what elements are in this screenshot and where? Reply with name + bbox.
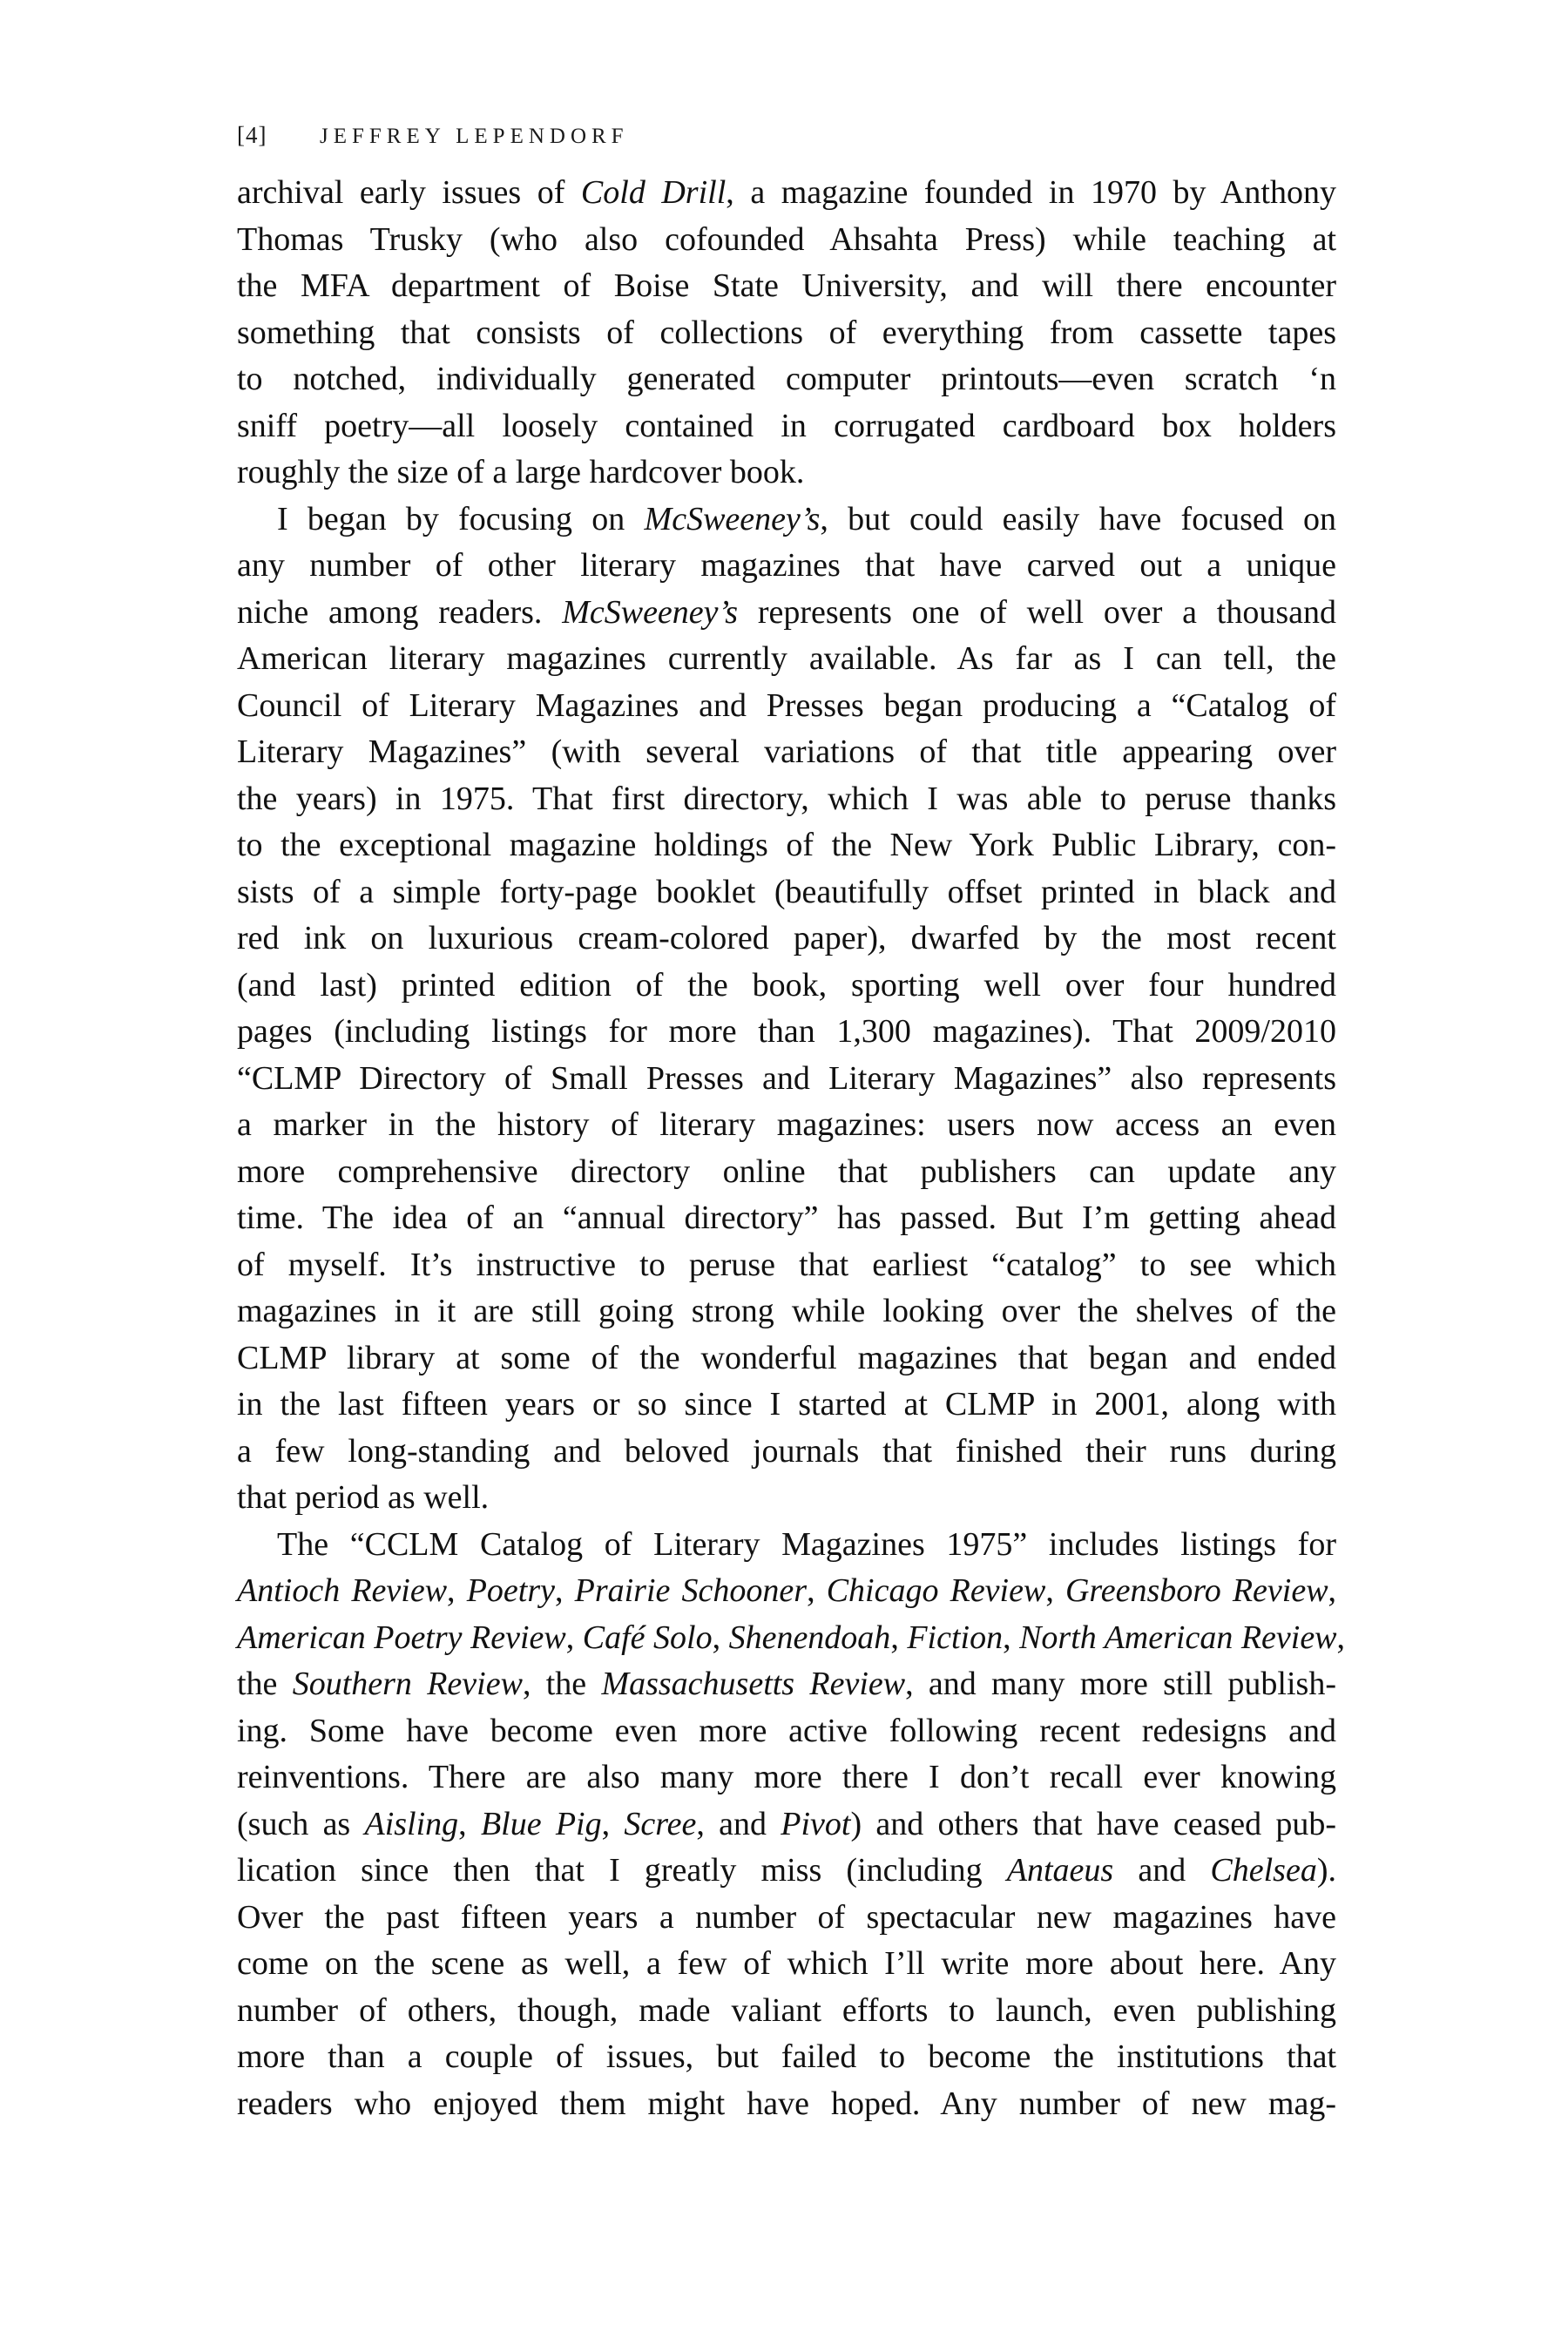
text-run: more than a couple of issues, but failed to become the institutions that bbox=[237, 2038, 1336, 2075]
text-line bbox=[237, 2081, 1336, 2128]
text-run: sniff poetry—all loosely contained in corrugated cardboard box holders bbox=[237, 407, 1336, 444]
text-line bbox=[237, 1895, 1336, 1942]
text-run: to notched, individually generated computer printouts—even scratch ‘n bbox=[237, 361, 1336, 397]
text-run: “CLMP Directory of Small Presses and Literary Magazines” also represents bbox=[237, 1059, 1336, 1097]
text-run: , and bbox=[696, 1805, 781, 1842]
italic-title: Antaeus bbox=[1006, 1852, 1114, 1889]
text-run: that period as well. bbox=[237, 1479, 490, 1516]
text-run: any number of other literary magazines that have carved out a unique bbox=[237, 547, 1336, 584]
text-run: , bbox=[1328, 1572, 1337, 1609]
italic-title: Shenendoah bbox=[728, 1619, 891, 1656]
text-run: a marker in the history of literary magazines: users now access an even bbox=[237, 1106, 1336, 1143]
text-run: , bbox=[458, 1805, 481, 1842]
text-run: number of others, though, made valiant efforts to launch, even publishing bbox=[237, 1991, 1336, 2029]
text-line bbox=[237, 1149, 1336, 1196]
text-line bbox=[237, 356, 1336, 403]
text-run: , and many more still publish- bbox=[905, 1666, 1336, 1702]
text-line bbox=[237, 1801, 1336, 1848]
text-line bbox=[237, 403, 1336, 450]
text-line bbox=[237, 170, 1336, 217]
text-run: CLMP library at some of the wonderful magazines that began and ended bbox=[237, 1339, 1336, 1376]
text-line bbox=[237, 1522, 1336, 1569]
text-run: to the exceptional magazine holdings of the New York Public Library, con- bbox=[237, 827, 1336, 863]
text-line bbox=[237, 2034, 1336, 2081]
italic-title: McSweeney’s bbox=[562, 593, 739, 631]
text-run: (such as bbox=[237, 1805, 365, 1842]
text-run: archival early issues of bbox=[237, 174, 581, 211]
text-run: magazines in it are still going strong while looking over the shelves of the bbox=[237, 1293, 1336, 1329]
italic-title: Massachusetts Review bbox=[601, 1666, 906, 1702]
text-line bbox=[237, 1242, 1336, 1289]
text-line bbox=[237, 1429, 1336, 1476]
text-run: a few long-standing and beloved journals that finished their runs during bbox=[237, 1432, 1336, 1470]
text-line bbox=[237, 1661, 1336, 1708]
text-run: Literary Magazines” (with several variations of that title appearing over bbox=[237, 733, 1336, 770]
italic-title: Prairie Schooner bbox=[574, 1572, 808, 1609]
text-line bbox=[237, 1009, 1336, 1056]
text-line bbox=[237, 1195, 1336, 1242]
page-number: [4] bbox=[237, 122, 267, 148]
text-line bbox=[237, 729, 1336, 776]
text-line bbox=[237, 543, 1336, 590]
text-run: Council of Literary Magazines and Presses began producing a “Catalog of bbox=[237, 686, 1336, 724]
text-run: sists of a simple forty-page booklet (beautifully offset printed in black and bbox=[237, 873, 1336, 910]
italic-title: Chelsea bbox=[1210, 1852, 1317, 1889]
text-run: (and last) printed edition of the book, sporting well over four hundred bbox=[237, 966, 1336, 1004]
text-line bbox=[237, 1382, 1336, 1429]
italic-title: Cold Drill bbox=[580, 174, 727, 211]
text-run: , bbox=[601, 1805, 625, 1842]
text-run: , bbox=[712, 1619, 729, 1656]
text-run: time. The idea of an “annual directory” has passed. But I’m getting ahead bbox=[237, 1200, 1336, 1236]
running-head bbox=[237, 122, 629, 157]
paragraph bbox=[237, 497, 1336, 1522]
text-run: , bbox=[1003, 1619, 1020, 1656]
text-run: the bbox=[237, 1666, 293, 1702]
text-run: , bbox=[565, 1619, 583, 1656]
text-run: readers who enjoyed them might have hoped. Any number of new mag- bbox=[237, 2085, 1336, 2122]
italic-title: Café Solo bbox=[582, 1619, 713, 1656]
text-run: , bbox=[447, 1572, 467, 1609]
text-run: , bbox=[807, 1572, 827, 1609]
italic-title: Aisling bbox=[364, 1805, 459, 1842]
text-run: and bbox=[1113, 1852, 1211, 1889]
text-run: pages (including listings for more than 1,300 magazines). That 2009/2010 bbox=[237, 1013, 1336, 1050]
text-line bbox=[237, 1288, 1336, 1335]
text-line bbox=[237, 776, 1336, 823]
text-run: , but could easily have focused on bbox=[820, 500, 1336, 537]
text-run: in the last fifteen years or so since I started at CLMP in 2001, along with bbox=[237, 1386, 1336, 1423]
italic-title: Fiction bbox=[907, 1619, 1004, 1656]
text-run: , bbox=[1336, 1619, 1346, 1656]
text-run: , a magazine founded in 1970 by Anthony bbox=[726, 174, 1336, 211]
text-run: lication since then that I greatly miss (including bbox=[237, 1852, 1007, 1889]
text-line bbox=[237, 1056, 1336, 1103]
author-name: JEFFREY LEPENDORF bbox=[320, 125, 629, 148]
text-run: come on the scene as well, a few of which I’ll write more about here. Any bbox=[237, 1945, 1336, 1982]
text-run: the MFA department of Boise State University, and will there encounter bbox=[237, 267, 1336, 304]
text-run: red ink on luxurious cream-colored paper), dwarfed by the most recent bbox=[237, 920, 1336, 956]
italic-title: Southern Review bbox=[292, 1666, 523, 1702]
italic-title: Scree bbox=[624, 1805, 697, 1842]
text-line bbox=[237, 822, 1336, 869]
text-run: something that consists of collections of everything from cassette tapes bbox=[237, 314, 1336, 351]
italic-title: Poetry bbox=[466, 1572, 555, 1609]
text-line bbox=[237, 636, 1336, 683]
italic-title: Greensboro Review bbox=[1064, 1572, 1328, 1609]
text-line bbox=[237, 963, 1336, 1010]
text-line bbox=[237, 1988, 1336, 2035]
text-run: ) and others that have ceased pub- bbox=[850, 1805, 1337, 1842]
text-line bbox=[237, 1568, 1336, 1615]
text-run: roughly the size of a large hardcover book. bbox=[237, 454, 805, 490]
text-run: ing. Some have become even more active following recent redesigns and bbox=[237, 1712, 1336, 1749]
text-line bbox=[237, 449, 1336, 497]
text-line bbox=[237, 869, 1336, 916]
text-run: Thomas Trusky (who also cofounded Ahsahta Press) while teaching at bbox=[237, 220, 1336, 258]
text-line bbox=[237, 683, 1336, 730]
text-run: of myself. It’s instructive to peruse that earliest “catalog” to see which bbox=[237, 1246, 1336, 1283]
text-run: , bbox=[890, 1619, 908, 1656]
text-line bbox=[237, 217, 1336, 264]
text-line bbox=[237, 1615, 1346, 1662]
text-line bbox=[237, 590, 1336, 637]
text-run: niche among readers. bbox=[237, 593, 563, 631]
text-run: , bbox=[554, 1572, 575, 1609]
text-run: , bbox=[1045, 1572, 1065, 1609]
text-line bbox=[237, 1335, 1336, 1382]
text-run: , the bbox=[522, 1666, 602, 1702]
text-run: reinventions. There are also many more there I don’t recall ever knowing bbox=[237, 1759, 1336, 1795]
text-line bbox=[237, 1941, 1336, 1988]
text-run: Over the past fifteen years a number of spectacular new magazines have bbox=[237, 1898, 1336, 1936]
body-text bbox=[237, 170, 1346, 2127]
italic-title: Antioch Review bbox=[237, 1572, 448, 1609]
italic-title: North American Review bbox=[1019, 1619, 1337, 1656]
text-line bbox=[237, 1102, 1336, 1149]
text-line bbox=[237, 497, 1336, 544]
text-line bbox=[237, 1708, 1336, 1755]
text-run: The “CCLM Catalog of Literary Magazines 1975” includes listings for bbox=[277, 1525, 1336, 1563]
text-run: more comprehensive directory online that publishers can update any bbox=[237, 1152, 1336, 1190]
text-run: ). bbox=[1316, 1852, 1336, 1889]
text-run: the years) in 1975. That first directory, which I was able to peruse thanks bbox=[237, 780, 1336, 817]
text-run: represents one of well over a thousand bbox=[738, 593, 1336, 631]
text-line bbox=[237, 310, 1336, 357]
text-line bbox=[237, 1475, 1336, 1522]
text-line bbox=[237, 1754, 1336, 1801]
italic-title: McSweeney’s bbox=[644, 500, 821, 537]
text-line bbox=[237, 1848, 1336, 1895]
paragraph bbox=[237, 170, 1336, 497]
text-line bbox=[237, 263, 1336, 310]
italic-title: Chicago Review bbox=[826, 1572, 1046, 1609]
italic-title: Pivot bbox=[781, 1805, 851, 1842]
italic-title: American Poetry Review bbox=[237, 1619, 566, 1656]
paragraph bbox=[237, 1522, 1346, 2128]
italic-title: Blue Pig bbox=[480, 1805, 602, 1842]
text-run: American literary magazines currently available. As far as I can tell, the bbox=[237, 640, 1336, 677]
text-line bbox=[237, 916, 1336, 963]
text-run: I began by focusing on bbox=[277, 500, 645, 537]
